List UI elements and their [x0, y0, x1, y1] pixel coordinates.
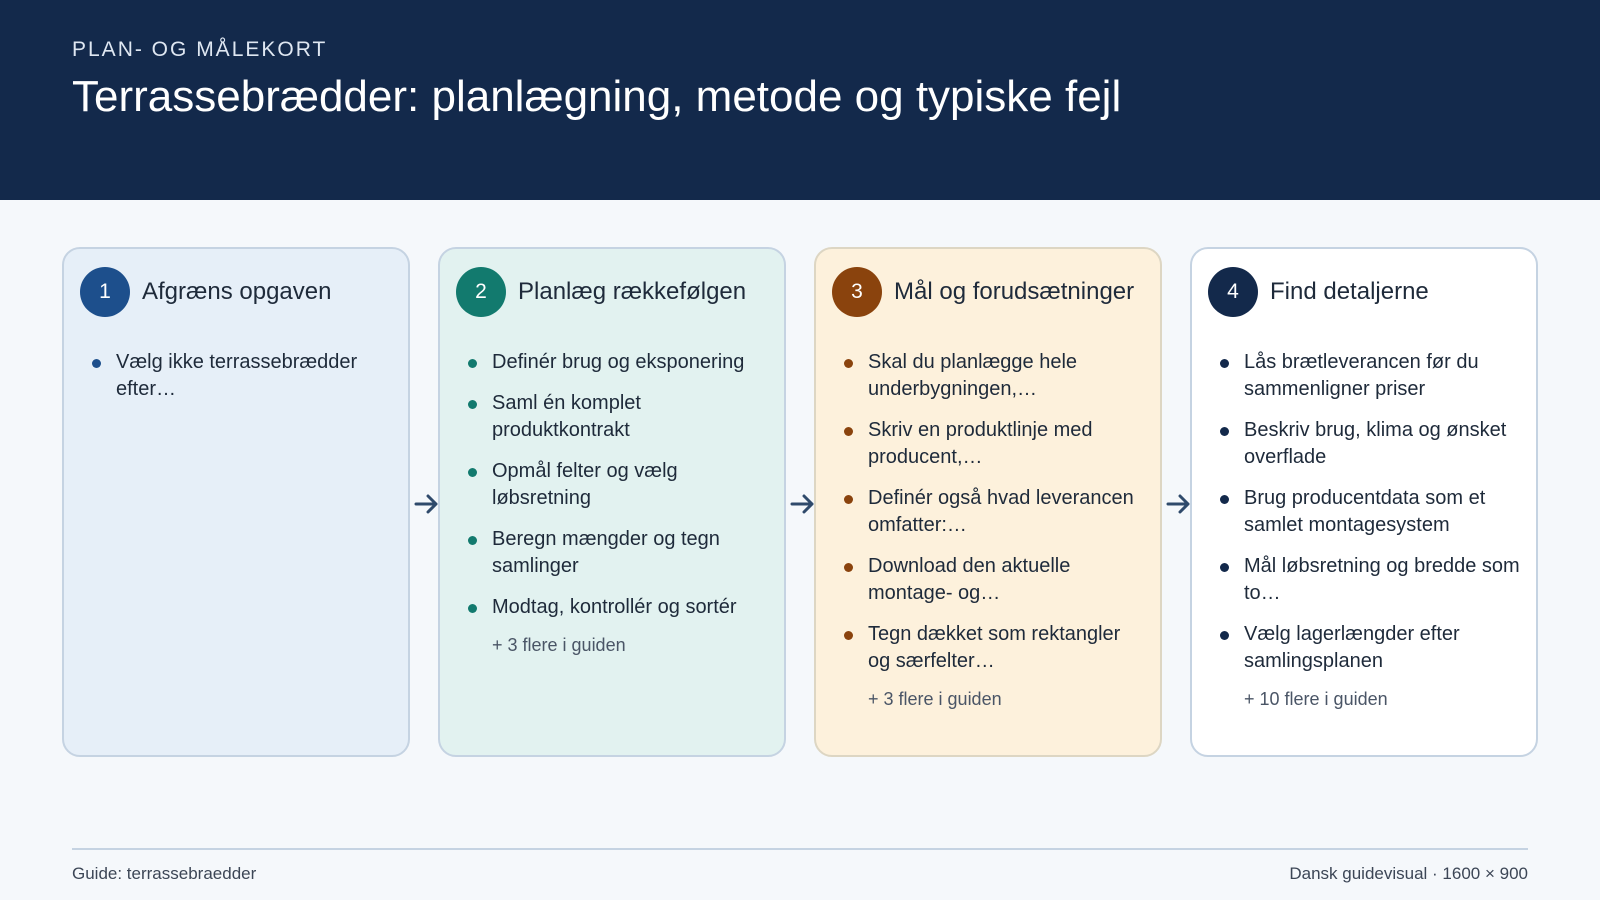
footer-meta-label: Dansk guidevisual · 1600 × 900	[1289, 864, 1528, 883]
bullet-icon	[1220, 359, 1229, 368]
step-title: Afgræns opgaven	[142, 278, 332, 305]
list-item-text: Beregn mængder og tegn samlinger	[492, 528, 720, 577]
step-number-badge: 2	[456, 267, 506, 317]
list-item-text: Beskriv brug, klima og ønsket overflade	[1244, 419, 1507, 468]
arrow-right-icon	[790, 492, 816, 516]
step-item-list	[1220, 349, 1520, 710]
footer-guide-label: Guide: terrassebraedder	[72, 864, 257, 883]
bullet-icon	[1220, 495, 1229, 504]
footer-divider	[72, 848, 1528, 850]
list-item	[468, 390, 768, 444]
step-number-badge: 3	[832, 267, 882, 317]
step-card-4	[1190, 247, 1538, 757]
step-item-list	[92, 349, 392, 417]
arrow-right-icon	[414, 492, 440, 516]
list-item	[844, 485, 1144, 539]
bullet-icon	[844, 427, 853, 436]
step-title: Planlæg rækkefølgen	[518, 278, 747, 305]
step-title: Find detaljerne	[1270, 278, 1429, 305]
list-item-text: Brug producentdata som et samlet montagesystem	[1244, 487, 1486, 536]
list-item-text: Definér også hvad leverancen omfatter:…	[868, 487, 1134, 536]
bullet-icon	[468, 359, 477, 368]
list-item-text: Skal du planlægge hele underbygningen,…	[868, 351, 1078, 400]
more-in-guide-link: + 3 flere i guiden	[492, 635, 626, 655]
list-item	[1220, 349, 1520, 403]
page-title: Terrassebrædder: planlægning, metode og typiske fejl	[72, 72, 1122, 121]
list-item	[844, 621, 1144, 675]
step-card-header	[1208, 267, 1429, 317]
list-item-text: Lås brætleverancen før du sammenligner priser	[1244, 351, 1479, 400]
header-banner	[0, 0, 1600, 200]
list-item-text: Skriv en produktlinje med producent,…	[868, 419, 1093, 468]
bullet-icon	[468, 604, 477, 613]
bullet-icon	[468, 468, 477, 477]
list-item	[1220, 553, 1520, 607]
list-item	[844, 349, 1144, 403]
bullet-icon	[844, 495, 853, 504]
list-item	[1220, 485, 1520, 539]
step-item-list	[844, 349, 1144, 710]
arrow-right-icon	[1166, 492, 1192, 516]
step-card-header	[80, 267, 331, 317]
bullet-icon	[844, 631, 853, 640]
more-in-guide-link: + 3 flere i guiden	[868, 689, 1002, 709]
step-card-header	[832, 267, 1134, 317]
bullet-icon	[844, 563, 853, 572]
list-item	[468, 594, 768, 621]
list-item-text: Modtag, kontrollér og sortér	[492, 596, 737, 618]
bullet-icon	[1220, 563, 1229, 572]
bullet-icon	[844, 359, 853, 368]
step-item-list	[468, 349, 768, 656]
bullet-icon	[1220, 631, 1229, 640]
list-item-text: Tegn dækket som rektangler og særfelter…	[868, 623, 1121, 672]
list-item	[844, 417, 1144, 471]
list-item-text: Definér brug og eksponering	[492, 351, 745, 373]
bullet-icon	[468, 400, 477, 409]
step-card-1	[62, 247, 410, 757]
step-number-badge: 4	[1208, 267, 1258, 317]
list-item-text: Vælg ikke terrassebrædder efter…	[116, 351, 358, 400]
step-number-badge: 1	[80, 267, 130, 317]
list-item-text: Saml én komplet produktkontrakt	[492, 392, 641, 441]
list-item-text: Download den aktuelle montage- og…	[868, 555, 1071, 604]
step-card-3	[814, 247, 1162, 757]
list-item	[1220, 417, 1520, 471]
bullet-icon	[92, 359, 101, 368]
list-item	[468, 526, 768, 580]
step-card-2	[438, 247, 786, 757]
bullet-icon	[1220, 427, 1229, 436]
list-item	[468, 458, 768, 512]
list-item-text: Vælg lagerlængder efter samlingsplanen	[1244, 623, 1460, 672]
list-item-text: Opmål felter og vælg løbsretning	[492, 460, 678, 509]
list-item	[1220, 621, 1520, 675]
list-item	[468, 349, 768, 376]
list-item	[844, 553, 1144, 607]
list-item	[92, 349, 392, 403]
bullet-icon	[468, 536, 477, 545]
list-item-text: Mål løbsretning og bredde som to…	[1244, 555, 1520, 604]
eyebrow-label: PLAN- OG MÅLEKORT	[72, 38, 328, 61]
more-in-guide-link: + 10 flere i guiden	[1244, 689, 1388, 709]
step-card-header	[456, 267, 746, 317]
step-title: Mål og forudsætninger	[894, 278, 1135, 305]
